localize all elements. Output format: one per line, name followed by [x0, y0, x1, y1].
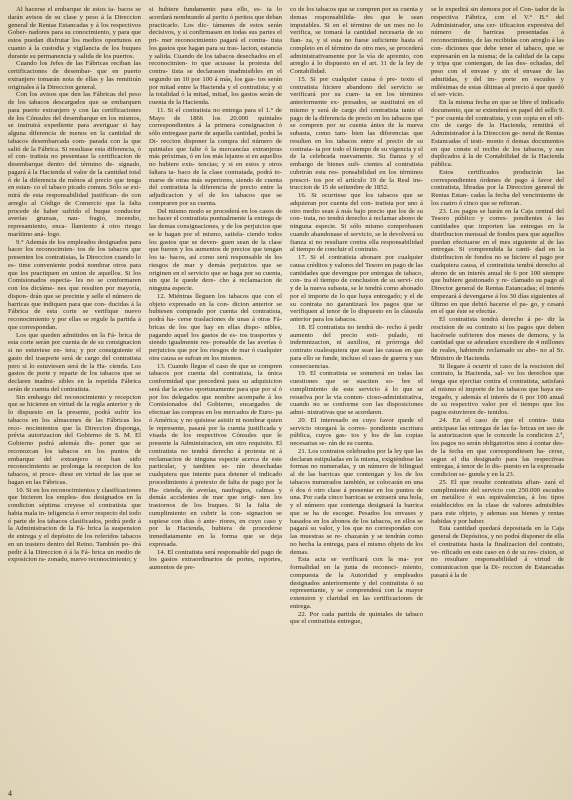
- paragraph: 23. Los pagos se harán en la Caja central del Tesoro público y corres- pondientes á las cantidades que importen las entregas en la distribucion mensual de fondos para que aquellos puedan efectuarse en el mes siguiente al de las entregas. Si comprendida la canti- dad en la distribucion de fondos no se hiciere el pago por cualquiera causa, el contratista tendrá derecho al abono de un interés anual de 6 por 100 siempre que hubiere gestionado y re- clamado su pago al Director general de Rentas Estancadas; el interés empezará á devengarse á los 30 días siguientes al último en que debió hacerse el pa- go, y cesará en el que éste se efectúe.: [431, 207, 564, 316]
- paragraph: 19. El contratista se someterá en todas las cuestiones que se susciten so- bre el cumplimiento de este servicio á lo que se resuelva por la via conten- cioso-administrativa, cuando no se conforme con las disposiciones admi- nistrativas que se acordaren.: [290, 370, 423, 416]
- paragraph: 18. El contratista no tendrá de- recho á pedir aumento del precio esti- pulado, ni indemnizacion, ni auxilios, ni prórroga del contrato cualesquiera que sean las causas en que para ello se funde, incluso el caso de guerra y sus consecuencias.: [290, 323, 423, 370]
- paragraph: Esta cantidad quedará depositada en la Caja general de Depósitos, y no podrá disponer de ella el contratista hasta la finalizacion del contrato, ve- rificado en este caso en ó de su res- cision, si no resultare responsabilidad á virtud de comunicacion que la Di- reccion de Estancadas pasará á la de: [431, 525, 564, 579]
- paragraph: Del mismo modo se procederá en los casos de no hacer el contratista puntualmente la entrega de las demas consignaciones, y de los perjuicios que se le hagan por el mismo, satisfa- ciendo todos los gastos que se deven- guen sean de la clase que fueren y los aumentos de precios que tengan los ta- bacos, así como será responsable de los riesgos de mar y demás perjuicios que se originen en el servicio que se haga por su cuenta, sin que le quede dere- cho á reclamacion de ninguna especie.: [149, 207, 282, 292]
- paragraph: 25. El que resulte contratista afian- zará el cumplimiento del servicio con 250.000 escudos en metálico ó sus equivalencias, á los tipos establecidos en la clase de valores admisibles para este objeto, y ademas sus bienes y rentas habidas y por haber.: [431, 478, 564, 525]
- paragraph: 20. El interesado en cuyo favor quede el servicio otorgará la corres- pondiente escritura pública, cuyos gas- tos y los de las copias necesarias se- rán de su cuenta.: [290, 416, 423, 447]
- paragraph: 17. Si el contratista abonare por cualquier causa créditos y valores del Tesoro en pago de las cantidades que devengue por entregas de tabaco, con- tra el tiempo de conclusion de su servi- cio y de la nueva subasta, se le tendrá como abonado por el importe de lo que haya entregado; y el de su contrata no garantizará los pagos que se verifiquen al tenor de lo dispuesto en la cláusula anterior para los tabacos.: [290, 254, 423, 323]
- paragraph: 15. Si por cualquier causa ó pre- texto el contratista hiciere abandono del servicio se verificará por su cuen- ta en los términos anteriormente ex- presados, se sustituirá en el mismo y será de cargo del contratista tanto el pago de la diferencia de precio en los tabacos que se compren por su cuenta ántes de la nueva subasta, como tam- bien las diferencias que resulten en los tabacos entre el precio de su contrata- ta por todo el tiempo de su vigencia y el de la celebrada nuevamente. Su fianza y el embargo de bienes sufi- cientes al contratista cubrirán esta res- ponsabilidad en los términos prescri- tos por el artículo 19 de la Real ins- truccion de 15 de setiembre de 1852.: [290, 75, 423, 192]
- page-number: 4: [8, 789, 12, 798]
- paragraph: 21. Los contratos celebrados por la ley que las declaran estipuladas en la misma, exigiéndose las formas no numeradas, y un número de bilingual al de las barricas que contengan y los de los tabacos numerados también, se colocarán en una ó dos ó otro clase á presentar en los puntos de una. Por cada cinco barricas se extraerá una bola, y el número que contenga designará la barrica que se ha de escoger. Pesados los envases y basados en los abonos de los tabacos, en ellos se pagará su valor, y los que no correspondan con las muestras se re- chazarán y se tendrán como no hecha la entrega, para el mismo objeto de los demas.: [290, 447, 423, 556]
- paragraph: 22. Por cada partida de quintales de tabaco que el contratista entregue,: [290, 610, 423, 626]
- paragraph: 9.° Además de los empleados designados para hacer los reconocimien- tos de los tabacos que presenten los contratistas, la Direccion cuando lo es- time conveniente podrá nombrar otros para que los practiquen en union de aquellos. Si los Comisionados especia- les no se conformaren con los dictáme- nes que resulten por mayoría, dispon- drán que se precinte y selle el número de barricas que indiquen para que con- ducidas á la Fábrica de esta corte se verifique nuevo reconocimiento y por ellas se regule la partida á que correspondan.: [8, 238, 141, 331]
- paragraph: Sin embargo del reconocimiento y recepcion que se hicieren en virtud de la regla anterior y de lo dispuesto en la presente, podrá sufrir los tabacos en los almacenes de las Fábricas los reco- nocimientos que la Direccion disponga, prévia autorizacion del Gobierno de S. M. El Gobierno podrá además dis- poner que se reconozcan los tabacos en los puntos de embarque del extranjero si han sido reconocimiento se prolonga la recepcion de los tabacos, si proce- diese en virtud de las que se hagan en las Fábricas.: [8, 393, 141, 486]
- paragraph: Estos certificados producirán las correspondientes órdenes de pago á favor del contratista, libradas por la Direccion general de Rentas Estan- cadas la fecha del vencimiento de los cuatro ó cinco que se refieran.: [431, 168, 564, 207]
- paragraph: 13. Cuando llegue el caso de que se compren tabacos por cuenta del contratista, la única conformidad que precederá para su adquisicion será dar la aviso oportunamente para que por sí ó por los delegados que nombre acompañe á los Comisionados del Gobierno, encargados de efectuar las compras en los mercados de Euro- pa ó América; y no quisiese asistir ni nombrar quien le represente, pasará por la cuenta justificada y visada de los respectivos Cónsules que le presente la Administracion, sin otro requisito. El contratista no tendrá derecho á protesta ni á reclamacion de ninguna especie acerca de este particular, y tambien se- rán desechadas cualquiera que intente para detener el indicado procedimiento á pretexto de falta de pago por la Ha- cienda, de averías, naufragios, calmas y demás accidentes de mar que origi- nen los trastornos de los buques. Si la falta de cumplimiento en cubrir la con- signacion se supiese con dias ó ante- riores, en cuyo caso y por la Hacienda, hubiera de procederse inmediatamente en la forma que se deja expresada.: [149, 362, 282, 548]
- paragraph: 14. El contratista será responsable del pago de los gastos extraordinarios de portes, reportes, aumentos de pre-: [149, 548, 282, 571]
- paragraph: se le expedirá sin demora por el Con- tador de la respectiva Fábrica, con el V.° B.° del Administrador, una cer- tificacion expresiva del número de barricas presentadas á reconocimiento, de las recibidas con arreglo á las con- diciones que debe tener el tabaco, que se expresarán en la misma; de la calidad de la capa y tripa que contengan, de las des- echadas, del peso con el envase y sin el envase de las admitidas, y del im- porte en escudos y milésimas de estas últimas al precio á que quedó el ser- vicio.: [431, 6, 564, 99]
- paragraph: 24. En el caso de que el contra- tista anticipase las entregas de las fa- bricas en uso de la autorizacion que le concede la condicion 2.ª, los pagos no serán obligatorios sino á contar des- de la fecha en que correspondiesen ha- cerse, segun el dia designado para las respectivas entregas, á tenor de lo dis- puesto en la expresada condicion se- gunda y en la 23.: [431, 416, 564, 478]
- paragraph: co de los tabacos que se compren por su cuenta y demas responsabilida- des que le sean imputables. Si en el término de un mes no lo verifica, se tomará la cantidad necesaria de su fian- za, y si esta no fuese suficiente hasta el completo en el término de otro mes, se procederá administrativamente por la vía de apremio, con arreglo á lo dispuesto en el art. 11 de la ley de Contabilidad.: [290, 6, 423, 75]
- paragraph: El contratista tendrá derecho á pe- dir la rescision de su contrato si los pagos que deben hacérsele sufrieren dos meses de demora, y la cantidad que se adeudare excediere de 4 millones de reales, habiendo reclamado su abo- no al Sr. Ministro de Hacienda.: [431, 316, 564, 362]
- column-4: [431, 6, 564, 790]
- paragraph: 12. Miéntras lleguen los tabacos que con el objeto expresado en la con- dicion anterior se hubiesen comprado por cuenta del contratista, podrá ha- cerse traslaciones de unas á otras Fá- bricas de los que hay en ellas dispo- nibles, pagando aquel los gastos de es- tos trasportes y siendo igualmente res- ponsable de las averías ó perjuicios que por los riesgos de mar ó cualquier otra causa se sufran en los mismos.: [149, 292, 282, 362]
- paragraph: En la misma fecha en que se libre el indicado documento, que se extenderá en papel del sello 9.° por cuenta del contratista, y con copia en el ofi- cio de cargo de la Hacienda, remitirá el Administrador á la Direccion ge- neral de Rentas Estancadas el testi- monio ó demas documentos en que conste el recibo de los tabacos, y sus duplicados á la de Contabilidad de la Hacienda pública.: [431, 99, 564, 168]
- paragraph: 11. Si el contratista no entrega para el 1.° de Mayo de 1866 los 20.000 quintales correspondientes á la primera consignacion ó sólo entregase parte de aquella cantidad, podrá la Di- reccion disponer la compra del número de quintales que falte ó la mercancías extranjeras más próximas, ó en los más lejanos si en aquellos no hubiere exis- tencias; y si en estos y otros faltara ta- baco de la clase contratada, podrá to- marse de otras más superiores, siendo de cuenta del contratista la diferencia de precio entre la adjudicacion y el de los tabacos que se compraren por su cuenta.: [149, 106, 282, 207]
- paragraph: Si llegare á ocurrir el caso de la rescision del contrato, la Hacienda, sal- vo los derechos que tenga que ejercitar contra el contratista, satisfará al mismo el importe de los tabacos que haya en- tregado, y además el interés de 6 por 100 anual de su respectivo valor por el tiempo que los pagos estuvieren de- tenidos.: [431, 362, 564, 416]
- paragraph: Cuando los Jefes de las Fábricas reciban las certificaciones de desembar- que en puerto extranjero tomarán nota de ellas y las remitirán originales á la Direccion general.: [8, 60, 141, 91]
- paragraph: 16. Si ocurriese que los tabacos que se adquieran por cuenta del con- tratista por uno á otro medio sean á más bajo precio que los de su con- trata, no tendrá derecho á reclamar abono de ninguna especie. Si sólo mismo comprobasen cuando abandonase el servicio, se le devolverá su fianza si no resultare contra ella responsabilidad al tiempo de concluir el contrato.: [290, 192, 423, 254]
- paragraph: si hubiere fundamento para ello, es- ta lo acordará nombrando al perito ó peritos que deban practicarlo. Los dic- támenes de estos serán decisivos, y si confirmasen en todas sus partes el pri- mer reconocimiento pagará el contra- tista los gastos que hagan para su tras- lacion, estancia y salida. Cuando de los tabacos desechados en el reconocimien- to que acusase la protesta del contra- tista se declarasen inadmisibles en el segundo un 10 por 100 á más, los gas- tos serán por mitad entre la Hacienda y el contratista; y si la totalidad ó la mitad, mitad, los gastos serán de cuenta de la Hacienda.: [149, 6, 282, 106]
- paragraph: Con los avisos que den las Fábricas del peso de los tabacos descargados que se embarquen para puerto extranjero y con las certificaciones de los Cónsules del desembarque en los mismos, se instruirá expediente para averiguar si hay alguna diferencia de menos en la cantidad de tabacos desembarcada com- parada con la que salió de la Fábrica. Si resultase esta diferencia, ó el con- tratista no presentase la certificacion de desembarque dentro del término de- signado, pagará á la Hacienda el valor de la cantidad total ó de la diferencia de ménos al precio que tenga en estan- co el tabaco picado comun. Sólo se exi- mirá de esta responsabilidad justifican- do con arreglo al Código de Comercio que la falta procede de haber sufrido el buque conductor averías gruesas, nau- fragio, incendio, represamiento, enca- llamiento á otro riesgo marítimo aná- logo.: [8, 91, 141, 238]
- paragraph: 10. Si en los reconocimientos y clasificaciones que hicieren los emplea- dos designados en la condicion séptima creyese el contratista que habia mala in- teligencia ó error respecto del todo ó parte de los tabacos clasificados, podrá pedir á la Administracion de la Fá- brica la suspension de entrega y el depósito de los referidos tabacos en un trastero dentro del Reino. También po- drá pedir á la Direccion ó á la Fá- brica un medio de exposicion ra- zonado, nuevo reconocimiento; y: [8, 486, 141, 564]
- paragraph: Los que queden admitidos en la Fá- brica de esta corte serán por cuenta de de su consignacion si no estuviese en- tera; y por consiguiente el gasto del trasporte será de cargo del contratista pero si lo estuviesen será de la Ha- cienda. Los gastos de porte y reparte de los tabacos que se declaren inadmi- sibles en la repetida Fábrica serán de cuenta del contratista.: [8, 331, 141, 393]
- paragraph: Esta acta se verificará con la ma- yor formalidad en la junta de reconoci- miento, compuesta de la Autoridad y empleados designados anteriormente y del contratista ó su representante, y se comprenderá con la mayor extension y claridad en las certificaciones de entrega.: [290, 556, 423, 610]
- paragraph: Al hacerse el embarque de estos ta- bacos se darán avisos de su clase y peso á la Direccion general de Rentas Estancadas y á los respectivos Gober- nadores para su conocimiento, y para que estos puedan disfrutar los medios oportunos en cuanto á la custodia y vigilancia de los buques durante su permanencia y salida de los puertos.: [8, 6, 141, 60]
- column-3: [290, 6, 423, 790]
- column-2: [149, 6, 282, 790]
- text-columns: [8, 6, 564, 790]
- column-1: [8, 6, 141, 790]
